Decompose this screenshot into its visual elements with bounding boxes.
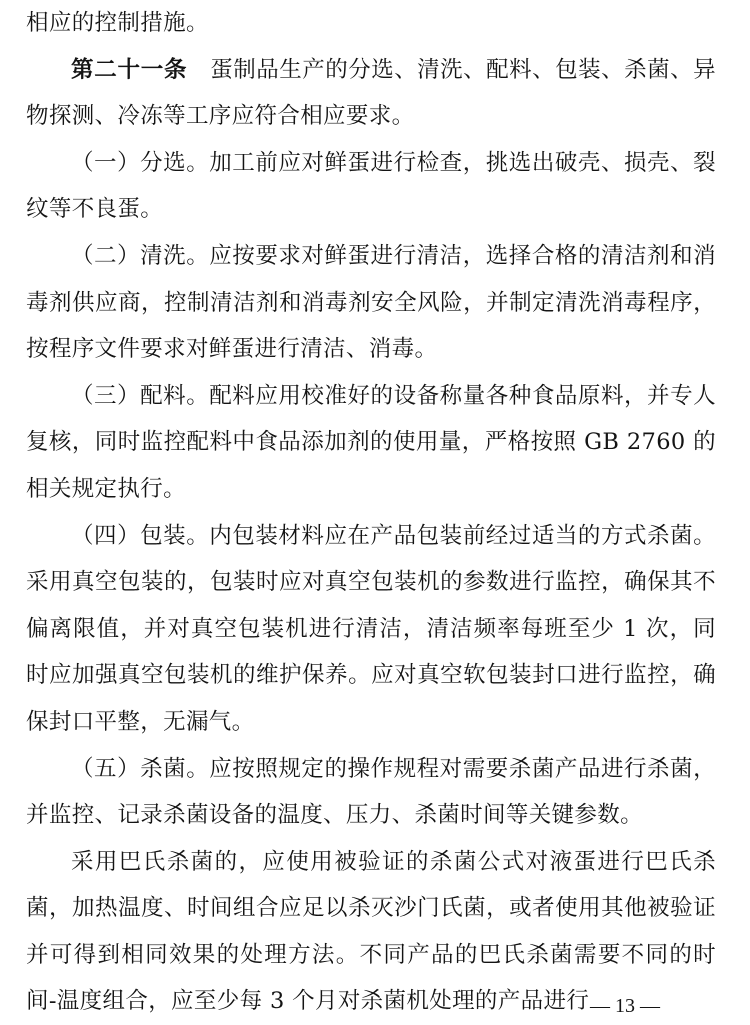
- clause-sterilization: [26, 746, 716, 839]
- paragraph-text: 蛋制品生产的分选、清洗、配料、包装、杀菌、异物探测、冷冻等工序应符合相应要求。: [26, 56, 716, 130]
- clause-packaging: [26, 513, 716, 746]
- paragraph-text: 采用巴氏杀菌的，应使用被验证的杀菌公式对液蛋进行巴氏杀菌，加热温度、时间组合应足以杀灭沙门氏菌，或者使用其他被验证并可得到相同效果的处理方法。不同产品的巴氏杀菌需要不同的时间-温度组合，应至少每 3 个月对杀菌机处理的产品进行: [26, 848, 716, 1015]
- paragraph-continuation: [26, 0, 716, 47]
- clause-ingredients: [26, 373, 716, 513]
- document-body: [26, 0, 716, 1025]
- paragraph-text: （一）分选。加工前应对鲜蛋进行检查，挑选出破壳、损壳、裂纹等不良蛋。: [26, 149, 716, 223]
- paragraph-text: （五）杀菌。应按照规定的操作规程对需要杀菌产品进行杀菌，并监控、记录杀菌设备的温度、压力、杀菌时间等关键参数。: [26, 755, 716, 829]
- paragraph-text: （四）包装。内包装材料应在产品包装前经过适当的方式杀菌。采用真空包装的，包装时应对真空包装机的参数进行监控，确保其不偏离限值，并对真空包装机进行清洁，清洁频率每班至少 1 次，同时应加强真空包装机的维护保养。应对真空软包装封口进行监控，确保封口平整，无漏气。: [26, 522, 716, 735]
- page-number: — 13 —: [590, 995, 660, 1017]
- article-heading: 第二十一条: [71, 56, 188, 83]
- paragraph-text: 相应的控制措施。: [26, 10, 209, 36]
- paragraph-text: （三）配料。配料应用校准好的设备称量各种食品原料，并专人复核，同时监控配料中食品添加剂的使用量，严格按照 GB 2760 的相关规定执行。: [26, 382, 716, 502]
- clause-sorting: [26, 140, 716, 233]
- clause-cleaning: [26, 233, 716, 373]
- article-21-paragraph: [26, 47, 716, 140]
- paragraph-text: （二）清洗。应按要求对鲜蛋进行清洁，选择合格的清洁剂和消毒剂供应商，控制清洁剂和消毒剂安全风险，并制定清洗消毒程序，按程序文件要求对鲜蛋进行清洁、消毒。: [26, 242, 716, 363]
